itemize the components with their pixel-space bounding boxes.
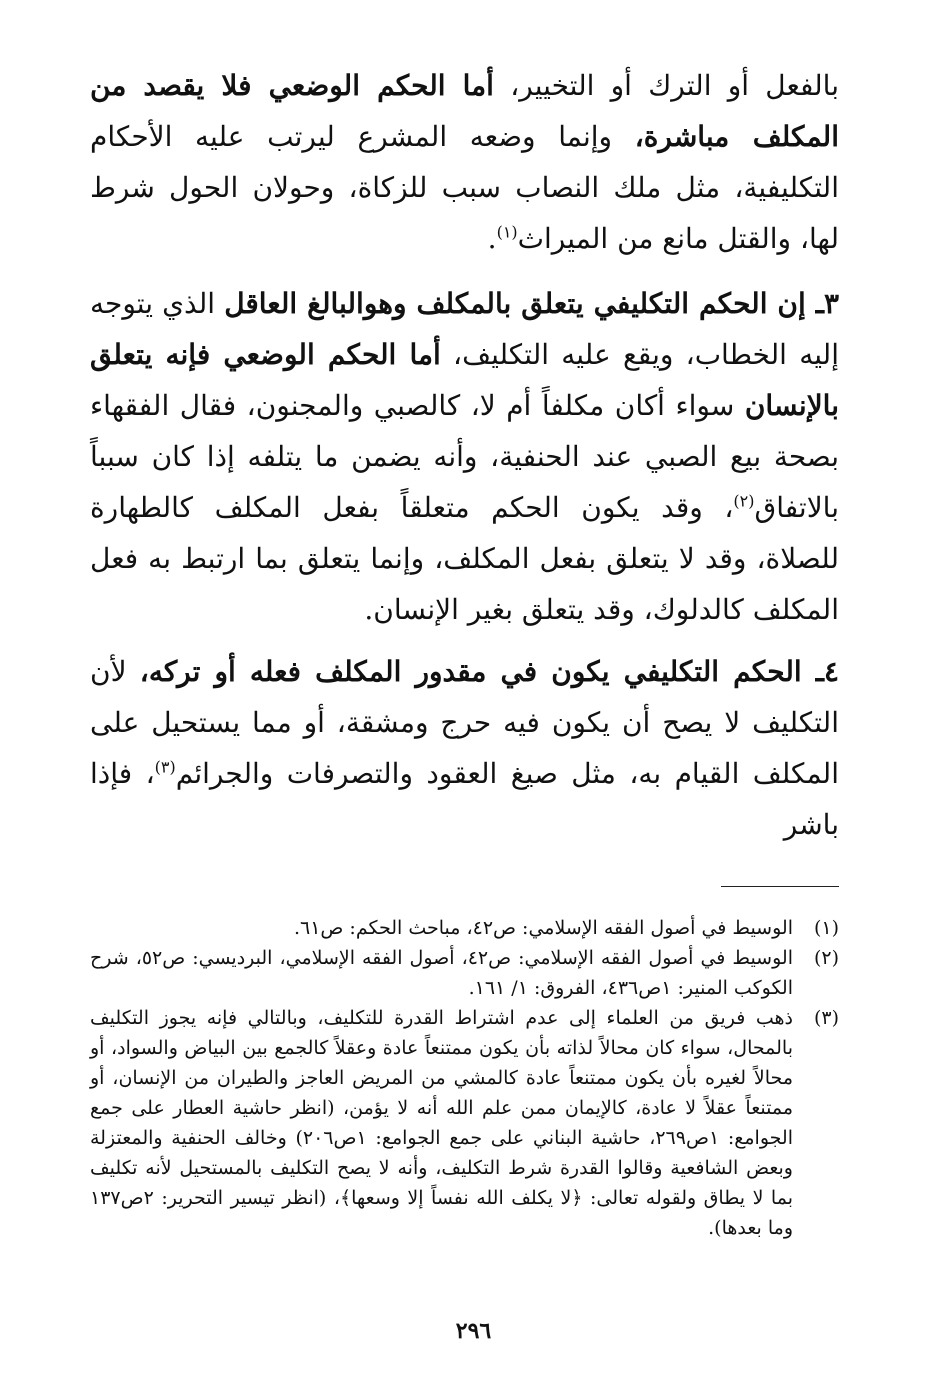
footnote-ref-3[interactable]: (٣) [154,757,176,777]
bold-segment: ٣ـ إن الحكم التكليفي يتعلق بالمكلف وهوالبالغ العاقل [224,287,839,320]
footnote-number: (٣) [813,1007,839,1029]
footnote-number: (٢) [813,947,839,969]
footnote-text: الوسيط في أصول الفقه الإسلامي: ص٤٢، أصول الفقه الإسلامي، البرديسي: ص٥٢، شرح الكوكب المنير: ١ص٤٣٦، الفروق: ١/ ١٦١. [90,947,793,999]
footnote-ref-1[interactable]: (١) [496,222,518,242]
footnote-text: ذهب فريق من العلماء إلى عدم اشتراط القدرة للتكليف، وبالتالي فإنه يجوز التكليف بالمحال، سواء كان محالاً لذاته بأن يكون ممتنعاً عادة وعقلاً كالجمع بين البياض والسواد، أو محالاً لغيره بأن يكون ممتنعاً عادة كالمشي من المريض العاجز والطيران من الإنسان، أو ممتنعاً عقلاً لا عادة، كالإيمان ممن علم الله أنه لا يؤمن، (انظر حاشية العطار على جمع الجوامع: ١ص٢٦٩، حاشية البناني على جمع الجوامع: ١ص٢٠٦) وخالف الحنفية والمعتزلة وبعض الشافعية وقالوا القدرة شرط التكليف، وأنه لا يصح التكليف بالمستحيل لأنه تكليف بما لا يطاق ولقوله تعالى: ﴿لا يكلف الله نفساً إلا وسعها﴾، (انظر تيسير التحرير: ٢ص١٣٧ وما بعدها). [90,1007,793,1239]
footnote-number: (١) [813,917,839,939]
text-segment: وإنما وضعه المشرع ليرتب عليه الأحكام التكليفية، مثل ملك النصاب سبب للزكاة، وحولان الحول شرط لها، والقتل مانع من الميراث [90,120,839,255]
paragraph-3 [90,278,839,635]
text-segment: ، وقد يكون الحكم متعلقاً بفعل المكلف كالطهارة للصلاة، وقد لا يتعلق بفعل المكلف، وإنما يتعلق بما ارتبط به فعل المكلف كالدلوك، وقد يتعلق بغير الإنسان. [90,491,839,626]
footnote-item [90,913,839,943]
footnotes [90,913,839,1243]
page-number: ٢٩٦ [455,1318,492,1344]
footnote-item [90,1003,839,1243]
footnote-item [90,943,839,1003]
paragraph-continuation [90,60,839,264]
footnote-ref-2[interactable]: (٢) [733,491,755,511]
footnote-text: الوسيط في أصول الفقه الإسلامي: ص٤٢، مباحث الحكم: ص٦١. [293,917,793,939]
text-segment: ، فإذا باشر [90,757,839,841]
main-text [90,60,839,850]
bold-segment: ٤ـ الحكم التكليفي يكون في مقدور المكلف فعله أو تركه، [139,655,839,688]
bold-segment: أما الحكم الوضعي فلا يقصد من المكلف مباشرة، [90,69,839,153]
text-segment: سواء أكان مكلفاً أم لا، كالصبي والمجنون، فقال الفقهاء بصحة بيع الصبي عند الحنفية، وأنه يضمن ما يتلفه إذا كان سبباً بالاتفاق [90,389,839,524]
footnote-separator [721,886,839,887]
paragraph-4 [90,646,839,850]
bold-segment: أما الحكم الوضعي فإنه يتعلق بالإنسان [90,338,839,422]
text-segment: لأن التكليف لا يصح أن يكون فيه حرج ومشقة، أو مما يستحيل على المكلف القيام به، مثل صيغ العقود والتصرفات والجرائم [90,655,839,790]
text-segment: بالفعل أو الترك أو التخيير، [493,69,839,102]
text-segment: . [487,222,497,255]
text-segment: الذي يتوجه إليه الخطاب، ويقع عليه التكليف، [90,287,839,371]
